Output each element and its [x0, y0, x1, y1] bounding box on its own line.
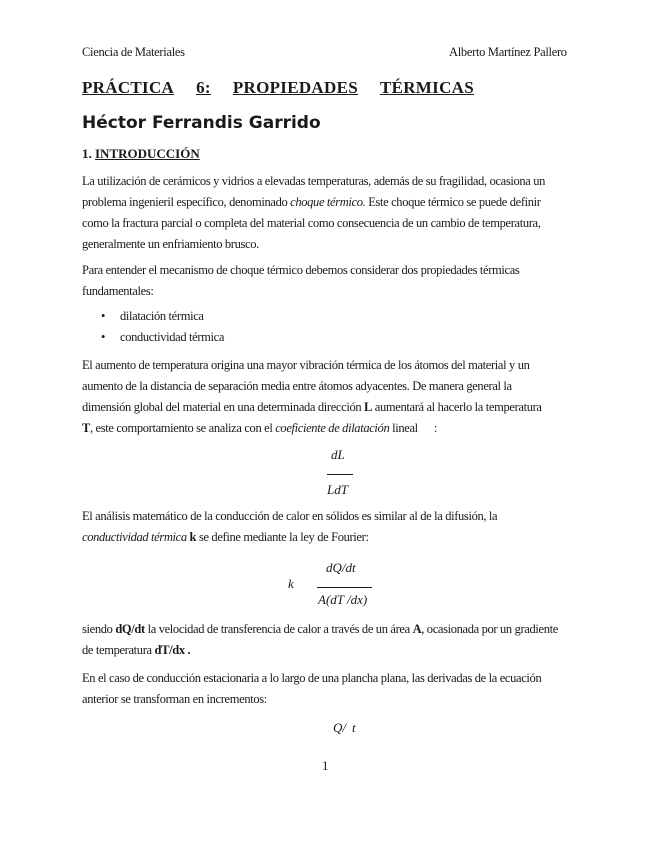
text-line: El análisis matemático de la conducción de calor en sólidos es similar al de la difusión, la	[82, 509, 498, 523]
symbol-L: L	[364, 400, 373, 414]
bullet-item: conductividad térmica	[120, 330, 225, 344]
symbol-T: T	[82, 421, 90, 435]
emphasis-term: coeficiente de dilatación	[275, 421, 390, 435]
section-title: INTRODUCCIÓN	[95, 146, 200, 161]
text-line: problema ingenieril específico, denominado choque térmico. Este choque térmico se puede definir	[82, 195, 541, 209]
text-line: En el caso de conducción estacionaria a lo largo de una plancha plana, las derivadas de la ecuación	[82, 671, 542, 685]
text-line: conductividad térmica k se define mediante la ley de Fourier:	[82, 530, 369, 544]
section-number: 1.	[82, 146, 92, 161]
symbol-dqdt: dQ/dt	[115, 622, 145, 636]
text-line: aumento de la distancia de separación media entre átomos adyacentes. De manera general la	[82, 379, 512, 393]
bullet-symbol: •	[101, 309, 106, 323]
eq1-denominator: LdT	[327, 482, 348, 497]
title-word: TÉRMICAS	[379, 78, 474, 97]
paragraph-conduction	[82, 506, 574, 548]
text-line: anterior se transforman en incrementos:	[82, 692, 267, 706]
paragraph-properties	[82, 260, 574, 302]
text-line: El aumento de temperatura origina una mayor vibración térmica de los átomos del material y un	[82, 358, 530, 372]
emphasis-term: conductividad térmica	[82, 530, 187, 544]
symbol-dtdx: dT/dx .	[154, 643, 191, 657]
paragraph-fourier	[82, 619, 574, 661]
bullet-item: dilatación térmica	[120, 309, 204, 323]
header-left: Ciencia de Materiales	[82, 45, 185, 59]
text-line: T, este comportamiento se analiza con el coeficiente de dilatación lineal :	[82, 421, 437, 435]
text-line: siendo dQ/dt la velocidad de transferencia de calor a través de un área A, ocasionada por un gradiente	[82, 622, 558, 636]
paragraph-stationary	[82, 668, 574, 710]
text-line: Para entender el mecanismo de choque térmico debemos considerar dos propiedades térmicas	[82, 263, 520, 277]
symbol-k: k	[186, 530, 197, 544]
author-name: Héctor Ferrandis Garrido	[82, 113, 321, 133]
text-line: fundamentales:	[82, 284, 154, 298]
emphasis-term: choque térmico.	[290, 195, 366, 209]
eq2-denominator: A(dT /dx)	[318, 592, 368, 607]
paragraph-intro	[82, 171, 574, 255]
title-word: PRÁCTICA	[82, 78, 175, 97]
paragraph-dilatation	[82, 355, 574, 439]
eq3-part: Q/	[333, 720, 346, 735]
eq2-fraction-bar	[317, 587, 372, 588]
title-word: PROPIEDADES	[232, 78, 358, 97]
eq1-fraction-bar	[327, 474, 353, 475]
text-line: generalmente un enfriamiento brusco.	[82, 237, 259, 251]
bullet-symbol: •	[101, 330, 106, 344]
text-line: de temperatura dT/dx .	[82, 643, 191, 657]
symbol-A: A	[412, 622, 422, 636]
text-line: dimensión global del material en una determinada dirección L aumentará al hacerlo la temperatura	[82, 400, 542, 414]
section-heading	[82, 146, 200, 162]
title-word: 6:	[196, 78, 211, 97]
eq1-numerator: dL	[331, 447, 345, 462]
eq2-numerator: dQ/dt	[326, 560, 356, 575]
text-line: La utilización de cerámicos y vidrios a elevadas temperaturas, además de su fragilidad, ocasiona un	[82, 174, 546, 188]
document-title	[82, 78, 474, 98]
page-number: 1	[322, 758, 329, 773]
text-line: como la fractura parcial o completa del material como consecuencia de un cambio de temperatura,	[82, 216, 541, 230]
eq2-lhs: k	[288, 576, 294, 591]
header-right: Alberto Martínez Pallero	[449, 45, 567, 59]
eq3-part: t	[352, 720, 356, 735]
